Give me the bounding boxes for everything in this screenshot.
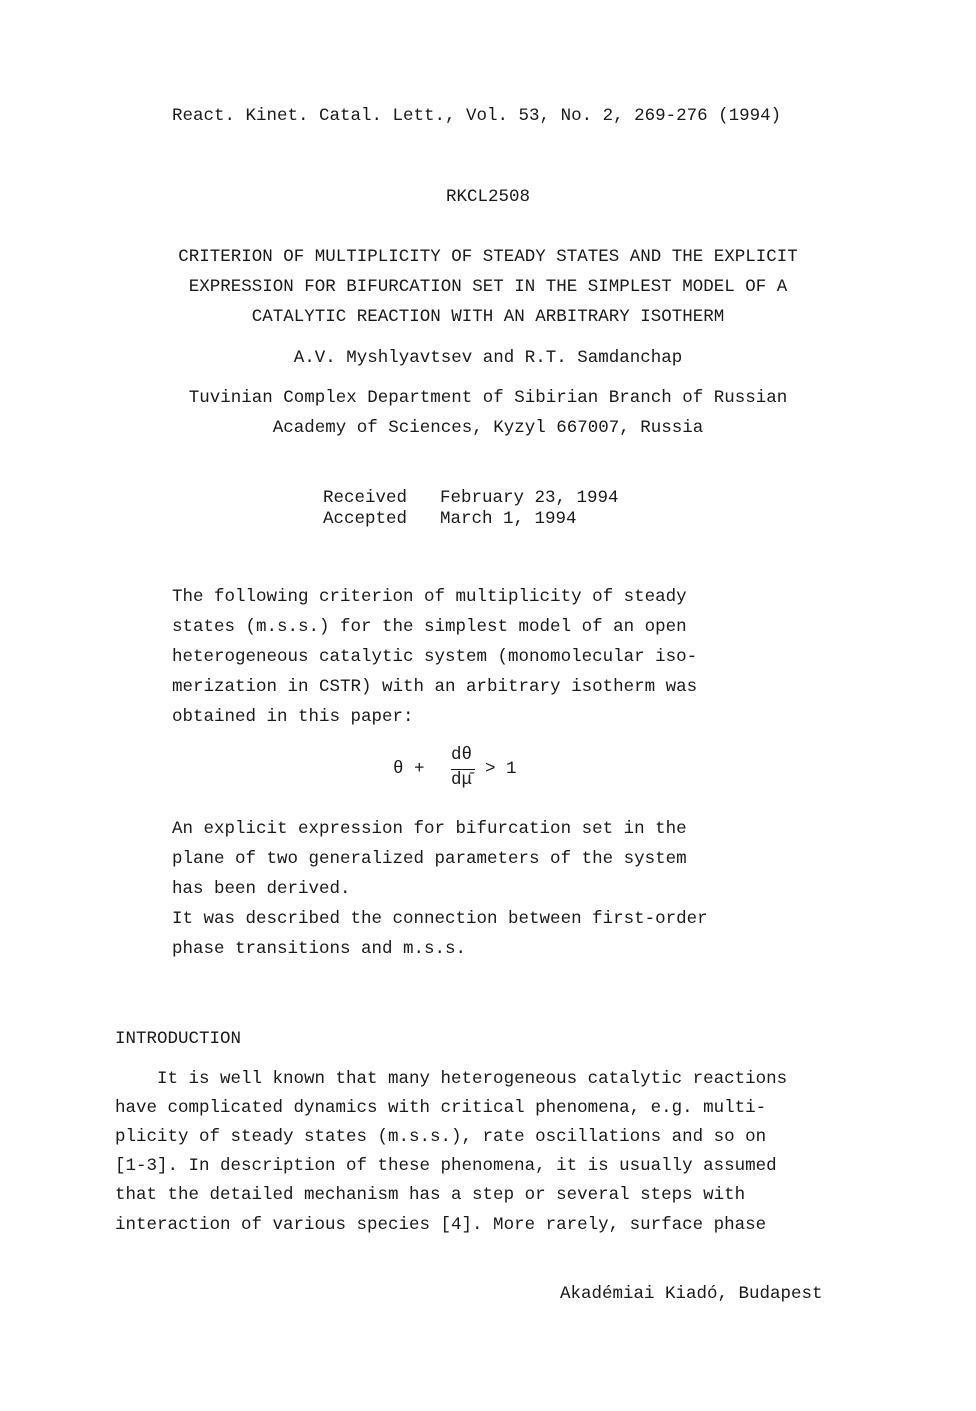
abstract-line: obtained in this paper: [172,707,414,727]
title-line: EXPRESSION FOR BIFURCATION SET IN THE SIMPLEST MODEL OF A [188,277,788,297]
body-line: interaction of various species [4]. More rarely, surface phase [115,1215,767,1235]
body-line: [1-3]. In description of these phenomena, it is usually assumed [115,1156,777,1176]
abstract-line: plane of two generalized parameters of the system [172,849,687,869]
title-line: CRITERION OF MULTIPLICITY OF STEADY STATES AND THE EXPLICIT [178,247,798,267]
body-line: plicity of steady states (m.s.s.), rate oscillations and so on [115,1127,767,1147]
abstract-line: An explicit expression for bifurcation set in the [172,819,687,839]
formula-rhs: > 1 [485,759,517,779]
citation-line: React. Kinet. Catal. Lett., Vol. 53, No. 2, 269-276 (1994) [172,106,782,126]
paper-code: RKCL2508 [445,187,530,207]
accepted-date: March 1, 1994 [440,509,577,529]
criterion-formula [393,745,533,793]
title-line: CATALYTIC REACTION WITH AN ARBITRARY ISOTHERM [251,307,725,327]
formula-denominator: dμ̄ [451,770,473,790]
accepted-label: Accepted [323,509,408,529]
body-line: have complicated dynamics with critical phenomena, e.g. multi- [115,1098,767,1118]
authors: A.V. Myshlyavtsev and R.T. Samdanchap [293,348,683,368]
abstract-line: The following criterion of multiplicity of steady [172,587,687,607]
formula-numerator: dθ [451,745,473,765]
section-heading-introduction: INTRODUCTION [115,1029,242,1049]
abstract-line: states (m.s.s.) for the simplest model of an open [172,617,687,637]
affiliation-line: Tuvinian Complex Department of Sibirian Branch of Russian [188,388,788,408]
abstract-line: has been derived. [172,879,351,899]
abstract-line: heterogeneous catalytic system (monomolecular iso- [172,647,698,667]
body-line: that the detailed mechanism has a step or several steps with [115,1185,746,1205]
received-date: February 23, 1994 [440,488,619,508]
publisher-footer: Akadémiai Kiadó, Budapest [560,1284,823,1304]
abstract-line: phase transitions and m.s.s. [172,939,467,959]
abstract-line: merization in CSTR) with an arbitrary isotherm was [172,677,698,697]
body-line: It is well known that many heterogeneous catalytic reactions [115,1069,788,1089]
affiliation-line: Academy of Sciences, Kyzyl 667007, Russia [272,418,704,438]
formula-lhs: θ + [393,759,425,779]
received-label: Received [323,488,408,508]
abstract-line: It was described the connection between first-order [172,909,708,929]
